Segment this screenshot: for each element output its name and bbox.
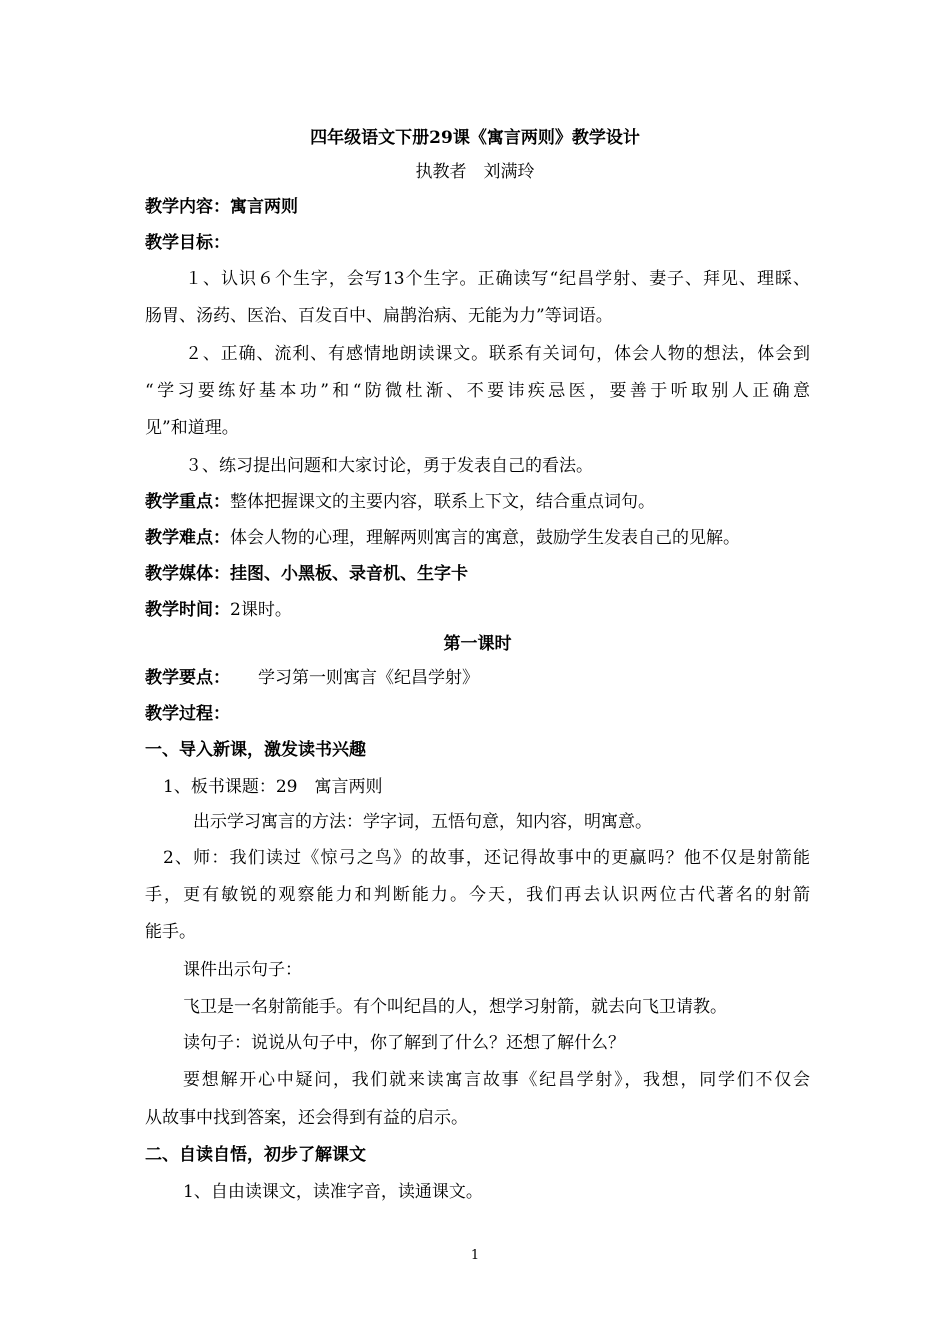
content-line xyxy=(145,197,810,217)
section-1-p6: 读句子：说说从句子中，你了解到了什么？还想了解什么？ xyxy=(183,1033,625,1053)
section-2-p1: 1、自由读课文，读准字音，读通课文。 xyxy=(183,1182,483,1202)
goal-1-line-1: １、认识６个生字，会写13个生字。正确读写“纪昌学射、妻子、拜见、理睬、 xyxy=(185,269,810,289)
content-label: 教学内容： xyxy=(145,197,230,217)
goal-1-line-2: 肠胃、汤药、医治、百发百中、扁鹊治病、无能为力”等词语。 xyxy=(145,306,613,326)
time-value: 2课时。 xyxy=(230,600,292,620)
section-1-p2: 出示学习寓言的方法：学字词，五悟句意，知内容，明寓意。 xyxy=(193,812,652,832)
media-line xyxy=(145,564,810,584)
goal-3: ３、练习提出问题和大家讨论，勇于发表自己的看法。 xyxy=(185,456,593,476)
author-line: 执教者 刘满玲 xyxy=(415,162,535,182)
time-label: 教学时间： xyxy=(145,600,230,620)
focus-value: 整体把握课文的主要内容，联系上下文，结合重点词句。 xyxy=(230,492,655,512)
media-value: 挂图、小黑板、录音机、生字卡 xyxy=(230,564,468,584)
lesson-1-heading: 第一课时 xyxy=(443,634,512,654)
section-1-p7-line-2: 从故事中找到答案，还会得到有益的启示。 xyxy=(145,1108,468,1128)
page-number: 1 xyxy=(470,1248,480,1263)
lesson-points-value: 学习第一则寓言《纪昌学射》 xyxy=(258,668,479,688)
difficulty-value: 体会人物的心理，理解两则寓言的寓意，鼓励学生发表自己的见解。 xyxy=(230,528,740,548)
focus-label: 教学重点： xyxy=(145,492,230,512)
section-1-p1: 1、板书课题：29 寓言两则 xyxy=(163,777,383,797)
section-1-p4: 课件出示句子： xyxy=(183,960,302,980)
time-line xyxy=(145,600,810,620)
section-1-p3-line-3: 能手。 xyxy=(145,922,196,942)
section-2-heading: 二、自读自悟，初步了解课文 xyxy=(145,1145,366,1165)
lesson-points-line xyxy=(145,668,810,688)
goal-2-line-2: “学习要练好基本功”和“防微杜渐、不要讳疾忌医，要善于听取别人正确意 xyxy=(145,381,810,401)
section-1-p3-line-2: 手，更有敏锐的观察能力和判断能力。今天，我们再去认识两位古代著名的射箭 xyxy=(145,885,810,905)
difficulty-label: 教学难点： xyxy=(145,528,230,548)
goal-2-line-3: 见”和道理。 xyxy=(145,418,239,438)
goal-2-line-1: ２、正确、流利、有感情地朗读课文。联系有关词句，体会人物的想法，体会到 xyxy=(185,344,810,364)
media-label: 教学媒体： xyxy=(145,564,230,584)
focus-line xyxy=(145,492,810,512)
lesson-points-label: 教学要点： xyxy=(145,668,230,688)
goals-label: 教学目标： xyxy=(145,233,230,253)
document-title: 四年级语文下册29课《寓言两则》教学设计 xyxy=(310,128,640,148)
section-1-heading: 一、导入新课，激发读书兴趣 xyxy=(145,740,366,760)
process-label: 教学过程： xyxy=(145,704,230,724)
section-1-p5: 飞卫是一名射箭能手。有个叫纪昌的人，想学习射箭，就去向飞卫请教。 xyxy=(183,997,727,1017)
content-value: 寓言两则 xyxy=(230,197,298,217)
section-1-p7-line-1: 要想解开心中疑问，我们就来读寓言故事《纪昌学射》，我想，同学们不仅会 xyxy=(183,1070,810,1090)
difficulty-line xyxy=(145,528,810,548)
section-1-p3-line-1: 2、师：我们读过《惊弓之鸟》的故事，还记得故事中的更赢吗？他不仅是射箭能 xyxy=(163,848,810,868)
